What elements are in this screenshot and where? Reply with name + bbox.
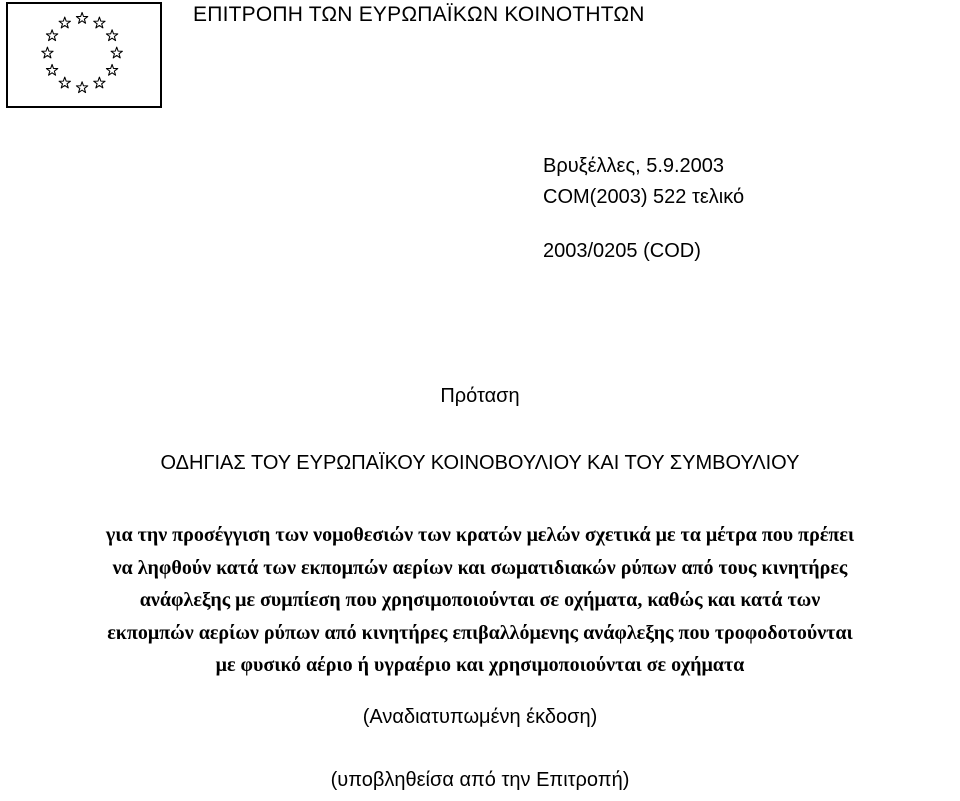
star-icon xyxy=(76,12,87,23)
procedure-number: 2003/0205 (COD) xyxy=(543,240,701,262)
organisation-name: ΕΠΙΤΡΟΠΗ ΤΩΝ ΕΥΡΩΠΑΪΚΩΝ ΚΟΙΝΟΤΗΤΩΝ xyxy=(193,3,645,26)
star-icon xyxy=(46,30,57,41)
star-icon xyxy=(59,77,70,88)
subject-line-3: ανάφλεξης με συμπίεση που χρησιμοποιούνται σε οχήματα, καθώς και κατά των xyxy=(139,589,821,611)
directive-subject xyxy=(0,519,960,682)
subject-line-5: με φυσικό αέριο ή υγραέριο και χρησιμοποιούνται σε οχήματα xyxy=(215,654,745,676)
star-icon xyxy=(111,47,122,58)
directive-title: ΟΔΗΓΙΑΣ ΤΟΥ ΕΥΡΩΠΑΪΚΟΥ ΚΟΙΝΟΒΟΥΛΙΟΥ ΚΑΙ ΤΟΥ ΣΥΜΒΟΥΛΙΟΥ xyxy=(160,452,800,474)
star-icon xyxy=(46,64,57,75)
subject-line-2: να ληφθούν κατά των εκπομπών αερίων και σωματιδιακών ρύπων από τους κινητήρες xyxy=(112,556,848,579)
star-icon xyxy=(76,82,87,93)
document-number: COM(2003) 522 τελικό xyxy=(543,186,745,208)
star-icon xyxy=(94,17,105,28)
subject-line-1: για την προσέγγιση των νομοθεσιών των κρατών μελών σχετικά με τα μέτρα που πρέπει xyxy=(105,524,855,546)
subject-line-4: εκπομπών αερίων ρύπων από κινητήρες επιβαλλόμενης ανάφλεξης που τροφοδοτούνται xyxy=(107,621,853,644)
eu-stars-icon xyxy=(8,4,160,106)
submitted-by: (υποβληθείσα από την Επιτροπή) xyxy=(330,769,630,791)
star-icon xyxy=(106,30,117,41)
eu-flag-logo xyxy=(6,2,162,108)
star-icon xyxy=(59,17,70,28)
version-note: (Αναδιατυπωμένη έκδοση) xyxy=(362,706,598,728)
star-icon xyxy=(94,77,105,88)
place-date: Βρυξέλλες, 5.9.2003 xyxy=(543,155,725,177)
star-icon xyxy=(106,64,117,75)
proposal-label: Πρόταση xyxy=(440,385,520,407)
star-icon xyxy=(42,47,53,58)
